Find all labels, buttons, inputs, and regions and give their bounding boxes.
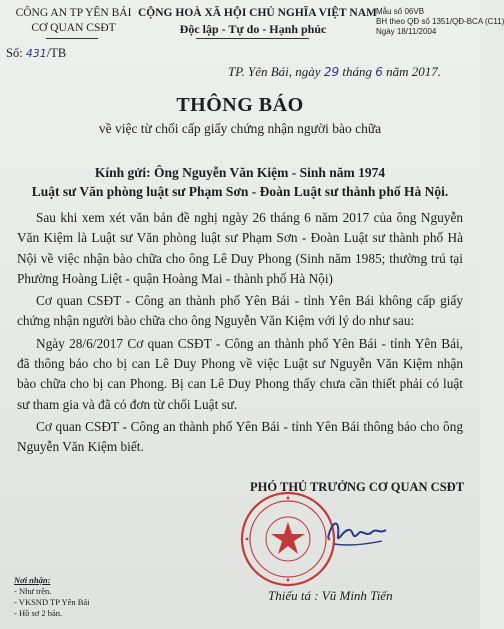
form-reference: Mẫu số 06VB BH theo QĐ số 1351/QĐ-BCA (C11) Ngày 18/11/2004 [376,7,504,36]
place-and-date: TP. Yên Bái, ngày 29 tháng 6 năm 2017. [228,64,442,79]
document-body [17,208,463,458]
body-paragraph: Cơ quan CSĐT - Công an thành phố Yên Bái - tỉnh Yên Bái thông báo cho ông Nguyễn Văn Kiệm biết. [17,418,463,455]
addressee-line-1: Kính gửi: Ông Nguyễn Văn Kiệm - Sinh năm 1974 [94,165,386,180]
signer-name: Thiếu tá : Vũ Minh Tiến [268,588,393,603]
signatory-title: PHÓ THỦ TRƯỞNG CƠ QUAN CSĐT [250,480,465,494]
body-paragraph: Sau khi xem xét văn bản đề nghị ngày 26 tháng 6 năm 2017 của ông Nguyễn Văn Kiệm là Luật sư Văn phòng luật sư Phạm Sơn - Đoàn Luật sư thành phố Hà Nội về việc nhận bào chữa cho ông Lê Duy Phong (Sinh năm 1985; thường trú tại Phường Hoàng Liệt - quận Hoàng Mai - thành phố Hà Nội) [17,210,463,286]
document-title: THÔNG BÁO [176,94,304,116]
issuing-department: CƠ QUAN CSĐT [31,22,116,34]
document-number: Số: 431/TB [6,46,67,60]
handwritten-signature-icon [322,508,392,556]
recipient-item: - Hồ sơ 2 bản. [14,608,63,618]
national-motto: Độc lập - Tự do - Hạnh phúc [179,22,327,36]
motto-underline [196,38,309,39]
department-underline [46,38,98,39]
issuing-agency: CÔNG AN TP YÊN BÁI [15,7,132,19]
recipient-item: - VKSND TP Yên Bái [14,597,90,607]
recipients-heading: Nơi nhận: [14,575,51,585]
recipient-item: - Như trên. [14,586,52,596]
handwritten-number: 431 [25,47,47,60]
recipients-list [14,575,90,619]
addressee-line-2: Luật sư Văn phòng luật sư Phạm Sơn - Đoàn Luật sư thành phố Hà Nội. [31,184,449,199]
body-paragraph: Cơ quan CSĐT - Công an thành phố Yên Bái - tỉnh Yên Bái không cấp giấy chứng nhận người bào chữa cho ông Nguyễn Văn Kiệm với lý do như sau: [17,293,463,329]
state-name: CỘNG HOÀ XÃ HỘI CHỦ NGHĨA VIỆT NAM [138,7,377,19]
document-subject: về việc từ chối cấp giấy chứng nhận người bào chữa [98,121,382,136]
body-paragraph: Ngày 28/6/2017 Cơ quan CSĐT - Công an thành phố Yên Bái - tỉnh Yên Bái, đã thông báo cho bị can Lê Duy Phong về việc Luật sư Nguyễn Văn Kiệm nhận bào chữa cho bị can Phong. Bị can Lê Duy Phong thấy chưa cần thiết phải có luật sư tham gia và đã có đơn từ chối Luật sư. [17,335,463,412]
